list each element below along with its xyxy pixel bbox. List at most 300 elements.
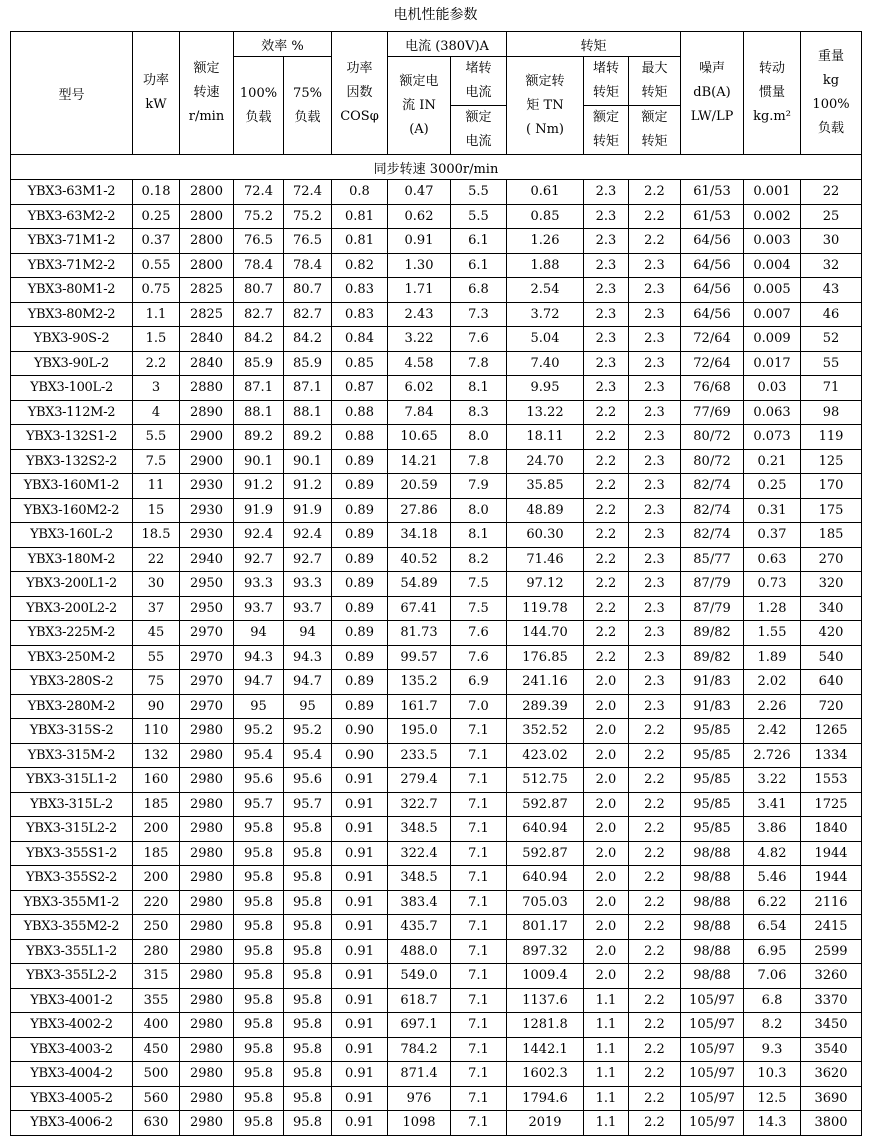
cell-rated-torque: 144.70 bbox=[507, 621, 584, 646]
table-row bbox=[11, 596, 862, 621]
cell-power-factor: 0.83 bbox=[332, 278, 388, 303]
cell-eff75: 95.8 bbox=[284, 964, 332, 989]
cell-noise: 95/85 bbox=[681, 817, 744, 842]
cell-rated-torque: 71.46 bbox=[507, 547, 584, 572]
cell-power: 560 bbox=[133, 1086, 180, 1111]
cell-noise: 64/56 bbox=[681, 278, 744, 303]
cell-locked-torque-ratio: 2.0 bbox=[584, 841, 629, 866]
cell-power-factor: 0.89 bbox=[332, 498, 388, 523]
header-max-torque-top: 最大 转矩 bbox=[629, 57, 681, 106]
cell-model: YBX3-355S1-2 bbox=[11, 841, 133, 866]
cell-locked-current-ratio: 7.5 bbox=[451, 572, 507, 597]
cell-power: 132 bbox=[133, 743, 180, 768]
cell-rated-torque: 2019 bbox=[507, 1111, 584, 1136]
cell-eff75: 87.1 bbox=[284, 376, 332, 401]
cell-locked-current-ratio: 7.1 bbox=[451, 841, 507, 866]
cell-locked-torque-ratio: 2.2 bbox=[584, 645, 629, 670]
cell-inertia: 0.073 bbox=[744, 425, 801, 450]
cell-eff100: 75.2 bbox=[234, 204, 284, 229]
cell-locked-torque-ratio: 2.0 bbox=[584, 743, 629, 768]
cell-rated-speed: 2980 bbox=[180, 841, 234, 866]
cell-rated-current: 99.57 bbox=[388, 645, 451, 670]
cell-noise: 105/97 bbox=[681, 1037, 744, 1062]
cell-weight: 420 bbox=[801, 621, 862, 646]
table-row bbox=[11, 400, 862, 425]
cell-noise: 72/64 bbox=[681, 327, 744, 352]
cell-eff100: 95.4 bbox=[234, 743, 284, 768]
table-row bbox=[11, 768, 862, 793]
cell-eff75: 75.2 bbox=[284, 204, 332, 229]
cell-model: YBX3-315L2-2 bbox=[11, 817, 133, 842]
cell-weight: 2116 bbox=[801, 890, 862, 915]
cell-rated-current: 322.4 bbox=[388, 841, 451, 866]
cell-model: YBX3-4002-2 bbox=[11, 1013, 133, 1038]
cell-locked-current-ratio: 5.5 bbox=[451, 180, 507, 205]
cell-rated-torque: 24.70 bbox=[507, 449, 584, 474]
cell-eff100: 93.3 bbox=[234, 572, 284, 597]
cell-max-torque-ratio: 2.3 bbox=[629, 253, 681, 278]
cell-eff100: 78.4 bbox=[234, 253, 284, 278]
cell-power: 630 bbox=[133, 1111, 180, 1136]
cell-rated-speed: 2900 bbox=[180, 449, 234, 474]
cell-max-torque-ratio: 2.2 bbox=[629, 915, 681, 940]
cell-noise: 87/79 bbox=[681, 572, 744, 597]
cell-model: YBX3-200L2-2 bbox=[11, 596, 133, 621]
cell-rated-current: 34.18 bbox=[388, 523, 451, 548]
cell-locked-torque-ratio: 2.3 bbox=[584, 180, 629, 205]
cell-eff100: 95.8 bbox=[234, 1111, 284, 1136]
cell-power: 45 bbox=[133, 621, 180, 646]
cell-inertia: 0.005 bbox=[744, 278, 801, 303]
cell-locked-current-ratio: 8.2 bbox=[451, 547, 507, 572]
cell-eff100: 91.9 bbox=[234, 498, 284, 523]
cell-locked-current-ratio: 7.1 bbox=[451, 792, 507, 817]
cell-eff75: 94 bbox=[284, 621, 332, 646]
cell-rated-current: 0.47 bbox=[388, 180, 451, 205]
cell-max-torque-ratio: 2.2 bbox=[629, 988, 681, 1013]
cell-inertia: 2.26 bbox=[744, 694, 801, 719]
cell-rated-torque: 13.22 bbox=[507, 400, 584, 425]
cell-inertia: 0.25 bbox=[744, 474, 801, 499]
cell-power-factor: 0.91 bbox=[332, 1086, 388, 1111]
cell-rated-torque: 176.85 bbox=[507, 645, 584, 670]
cell-max-torque-ratio: 2.3 bbox=[629, 621, 681, 646]
cell-locked-current-ratio: 7.1 bbox=[451, 1062, 507, 1087]
cell-eff100: 76.5 bbox=[234, 229, 284, 254]
cell-locked-torque-ratio: 2.0 bbox=[584, 915, 629, 940]
cell-power-factor: 0.89 bbox=[332, 474, 388, 499]
cell-noise: 82/74 bbox=[681, 523, 744, 548]
cell-weight: 30 bbox=[801, 229, 862, 254]
cell-noise: 95/85 bbox=[681, 743, 744, 768]
cell-model: YBX3-112M-2 bbox=[11, 400, 133, 425]
table-row bbox=[11, 498, 862, 523]
cell-eff75: 76.5 bbox=[284, 229, 332, 254]
cell-eff100: 95.8 bbox=[234, 1013, 284, 1038]
cell-locked-current-ratio: 7.0 bbox=[451, 694, 507, 719]
cell-rated-current: 195.0 bbox=[388, 719, 451, 744]
cell-locked-torque-ratio: 1.1 bbox=[584, 1111, 629, 1136]
cell-power: 0.25 bbox=[133, 204, 180, 229]
cell-noise: 89/82 bbox=[681, 645, 744, 670]
cell-model: YBX3-250M-2 bbox=[11, 645, 133, 670]
cell-noise: 87/79 bbox=[681, 596, 744, 621]
cell-rated-current: 67.41 bbox=[388, 596, 451, 621]
cell-locked-torque-ratio: 2.0 bbox=[584, 670, 629, 695]
cell-eff75: 95.4 bbox=[284, 743, 332, 768]
cell-max-torque-ratio: 2.2 bbox=[629, 841, 681, 866]
cell-eff75: 93.3 bbox=[284, 572, 332, 597]
cell-noise: 80/72 bbox=[681, 425, 744, 450]
cell-power: 250 bbox=[133, 915, 180, 940]
cell-weight: 125 bbox=[801, 449, 862, 474]
cell-weight: 46 bbox=[801, 302, 862, 327]
cell-eff100: 72.4 bbox=[234, 180, 284, 205]
cell-rated-current: 348.5 bbox=[388, 866, 451, 891]
cell-noise: 77/69 bbox=[681, 400, 744, 425]
cell-model: YBX3-315S-2 bbox=[11, 719, 133, 744]
cell-power: 110 bbox=[133, 719, 180, 744]
cell-power-factor: 0.8 bbox=[332, 180, 388, 205]
cell-noise: 105/97 bbox=[681, 988, 744, 1013]
cell-power: 5.5 bbox=[133, 425, 180, 450]
table-row bbox=[11, 817, 862, 842]
header-current: 电流 (380V)A bbox=[388, 32, 507, 57]
cell-rated-torque: 640.94 bbox=[507, 817, 584, 842]
cell-noise: 61/53 bbox=[681, 204, 744, 229]
cell-noise: 98/88 bbox=[681, 915, 744, 940]
cell-noise: 82/74 bbox=[681, 498, 744, 523]
cell-model: YBX3-132S2-2 bbox=[11, 449, 133, 474]
cell-eff75: 95.6 bbox=[284, 768, 332, 793]
cell-weight: 3800 bbox=[801, 1111, 862, 1136]
cell-locked-torque-ratio: 2.3 bbox=[584, 327, 629, 352]
cell-rated-torque: 705.03 bbox=[507, 890, 584, 915]
cell-max-torque-ratio: 2.3 bbox=[629, 302, 681, 327]
cell-rated-current: 488.0 bbox=[388, 939, 451, 964]
cell-eff75: 72.4 bbox=[284, 180, 332, 205]
cell-noise: 64/56 bbox=[681, 229, 744, 254]
cell-max-torque-ratio: 2.2 bbox=[629, 229, 681, 254]
cell-eff75: 90.1 bbox=[284, 449, 332, 474]
cell-max-torque-ratio: 2.3 bbox=[629, 351, 681, 376]
cell-weight: 270 bbox=[801, 547, 862, 572]
cell-inertia: 0.31 bbox=[744, 498, 801, 523]
cell-eff100: 95.8 bbox=[234, 1062, 284, 1087]
cell-noise: 82/74 bbox=[681, 474, 744, 499]
table-row bbox=[11, 523, 862, 548]
cell-rated-torque: 1.88 bbox=[507, 253, 584, 278]
table-row bbox=[11, 743, 862, 768]
cell-eff75: 95.8 bbox=[284, 1037, 332, 1062]
cell-locked-current-ratio: 7.1 bbox=[451, 964, 507, 989]
cell-rated-current: 618.7 bbox=[388, 988, 451, 1013]
cell-rated-speed: 2980 bbox=[180, 866, 234, 891]
document-title: 电机性能参数 bbox=[393, 7, 478, 23]
cell-model: YBX3-355L1-2 bbox=[11, 939, 133, 964]
cell-inertia: 6.8 bbox=[744, 988, 801, 1013]
table-row bbox=[11, 1037, 862, 1062]
cell-locked-current-ratio: 7.3 bbox=[451, 302, 507, 327]
cell-inertia: 6.22 bbox=[744, 890, 801, 915]
cell-rated-current: 6.02 bbox=[388, 376, 451, 401]
cell-model: YBX3-160M1-2 bbox=[11, 474, 133, 499]
cell-eff100: 93.7 bbox=[234, 596, 284, 621]
header-torque: 转矩 bbox=[507, 32, 681, 57]
cell-locked-torque-ratio: 2.0 bbox=[584, 939, 629, 964]
cell-power-factor: 0.84 bbox=[332, 327, 388, 352]
cell-rated-current: 348.5 bbox=[388, 817, 451, 842]
cell-max-torque-ratio: 2.3 bbox=[629, 449, 681, 474]
cell-rated-current: 0.91 bbox=[388, 229, 451, 254]
cell-rated-speed: 2980 bbox=[180, 1037, 234, 1062]
cell-eff100: 87.1 bbox=[234, 376, 284, 401]
cell-rated-current: 697.1 bbox=[388, 1013, 451, 1038]
motor-performance-table bbox=[10, 31, 862, 1136]
cell-locked-torque-ratio: 2.3 bbox=[584, 278, 629, 303]
cell-locked-current-ratio: 7.5 bbox=[451, 596, 507, 621]
cell-inertia: 2.02 bbox=[744, 670, 801, 695]
cell-locked-current-ratio: 8.0 bbox=[451, 425, 507, 450]
cell-eff100: 88.1 bbox=[234, 400, 284, 425]
cell-locked-torque-ratio: 2.3 bbox=[584, 229, 629, 254]
cell-power-factor: 0.89 bbox=[332, 449, 388, 474]
cell-weight: 185 bbox=[801, 523, 862, 548]
cell-power: 7.5 bbox=[133, 449, 180, 474]
table-row bbox=[11, 621, 862, 646]
cell-power: 200 bbox=[133, 866, 180, 891]
cell-max-torque-ratio: 2.3 bbox=[629, 645, 681, 670]
cell-power-factor: 0.91 bbox=[332, 939, 388, 964]
table-row bbox=[11, 1111, 862, 1136]
table-row bbox=[11, 302, 862, 327]
cell-rated-speed: 2980 bbox=[180, 817, 234, 842]
cell-model: YBX3-90S-2 bbox=[11, 327, 133, 352]
cell-inertia: 6.95 bbox=[744, 939, 801, 964]
cell-inertia: 0.21 bbox=[744, 449, 801, 474]
cell-inertia: 3.86 bbox=[744, 817, 801, 842]
cell-locked-torque-ratio: 2.2 bbox=[584, 400, 629, 425]
cell-eff75: 82.7 bbox=[284, 302, 332, 327]
cell-power-factor: 0.87 bbox=[332, 376, 388, 401]
cell-rated-torque: 592.87 bbox=[507, 792, 584, 817]
cell-power: 185 bbox=[133, 792, 180, 817]
cell-locked-torque-ratio: 2.0 bbox=[584, 890, 629, 915]
cell-max-torque-ratio: 2.3 bbox=[629, 523, 681, 548]
cell-max-torque-ratio: 2.2 bbox=[629, 890, 681, 915]
cell-inertia: 0.007 bbox=[744, 302, 801, 327]
cell-locked-torque-ratio: 2.3 bbox=[584, 376, 629, 401]
header-max-torque-bottom: 额定 转矩 bbox=[629, 106, 681, 155]
cell-eff75: 95.8 bbox=[284, 890, 332, 915]
cell-noise: 80/72 bbox=[681, 449, 744, 474]
table-row bbox=[11, 719, 862, 744]
cell-inertia: 1.55 bbox=[744, 621, 801, 646]
cell-locked-current-ratio: 6.1 bbox=[451, 253, 507, 278]
cell-locked-torque-ratio: 2.3 bbox=[584, 204, 629, 229]
cell-eff100: 92.4 bbox=[234, 523, 284, 548]
cell-rated-speed: 2950 bbox=[180, 572, 234, 597]
cell-noise: 105/97 bbox=[681, 1013, 744, 1038]
cell-noise: 64/56 bbox=[681, 253, 744, 278]
cell-power: 75 bbox=[133, 670, 180, 695]
cell-rated-torque: 2.54 bbox=[507, 278, 584, 303]
cell-rated-torque: 801.17 bbox=[507, 915, 584, 940]
cell-inertia: 0.003 bbox=[744, 229, 801, 254]
cell-max-torque-ratio: 2.2 bbox=[629, 792, 681, 817]
cell-power-factor: 0.81 bbox=[332, 229, 388, 254]
cell-max-torque-ratio: 2.2 bbox=[629, 1062, 681, 1087]
table-row bbox=[11, 866, 862, 891]
cell-power-factor: 0.81 bbox=[332, 204, 388, 229]
table-row bbox=[11, 915, 862, 940]
header-eff100: 100% 负载 bbox=[234, 57, 284, 155]
cell-inertia: 0.063 bbox=[744, 400, 801, 425]
cell-power: 160 bbox=[133, 768, 180, 793]
cell-locked-torque-ratio: 1.1 bbox=[584, 1062, 629, 1087]
cell-power-factor: 0.91 bbox=[332, 1062, 388, 1087]
cell-power: 3 bbox=[133, 376, 180, 401]
cell-power-factor: 0.82 bbox=[332, 253, 388, 278]
cell-noise: 72/64 bbox=[681, 351, 744, 376]
header-locked-current-bottom: 额定 电流 bbox=[451, 106, 507, 155]
cell-locked-current-ratio: 7.1 bbox=[451, 1013, 507, 1038]
cell-rated-torque: 0.61 bbox=[507, 180, 584, 205]
table-row bbox=[11, 327, 862, 352]
table-row bbox=[11, 449, 862, 474]
header-locked-current-top: 堵转 电流 bbox=[451, 57, 507, 106]
cell-weight: 2599 bbox=[801, 939, 862, 964]
cell-power: 0.55 bbox=[133, 253, 180, 278]
cell-noise: 105/97 bbox=[681, 1086, 744, 1111]
cell-power-factor: 0.88 bbox=[332, 425, 388, 450]
cell-locked-current-ratio: 7.9 bbox=[451, 474, 507, 499]
cell-rated-speed: 2825 bbox=[180, 278, 234, 303]
cell-eff75: 95.7 bbox=[284, 792, 332, 817]
cell-eff100: 95.2 bbox=[234, 719, 284, 744]
cell-power-factor: 0.91 bbox=[332, 841, 388, 866]
cell-model: YBX3-180M-2 bbox=[11, 547, 133, 572]
cell-max-torque-ratio: 2.3 bbox=[629, 670, 681, 695]
cell-model: YBX3-160L-2 bbox=[11, 523, 133, 548]
header-model: 型号 bbox=[11, 32, 133, 155]
cell-inertia: 0.002 bbox=[744, 204, 801, 229]
cell-model: YBX3-132S1-2 bbox=[11, 425, 133, 450]
cell-max-torque-ratio: 2.2 bbox=[629, 1013, 681, 1038]
cell-rated-current: 2.43 bbox=[388, 302, 451, 327]
cell-rated-torque: 0.85 bbox=[507, 204, 584, 229]
cell-rated-speed: 2840 bbox=[180, 327, 234, 352]
cell-locked-current-ratio: 7.1 bbox=[451, 719, 507, 744]
cell-rated-current: 0.62 bbox=[388, 204, 451, 229]
cell-power: 18.5 bbox=[133, 523, 180, 548]
cell-power: 37 bbox=[133, 596, 180, 621]
table-row bbox=[11, 572, 862, 597]
cell-power-factor: 0.91 bbox=[332, 866, 388, 891]
cell-rated-speed: 2900 bbox=[180, 425, 234, 450]
cell-max-torque-ratio: 2.2 bbox=[629, 817, 681, 842]
header-noise: 噪声 dB(A) LW/LP bbox=[681, 32, 744, 155]
cell-power: 90 bbox=[133, 694, 180, 719]
cell-power-factor: 0.89 bbox=[332, 572, 388, 597]
cell-inertia: 4.82 bbox=[744, 841, 801, 866]
cell-inertia: 0.017 bbox=[744, 351, 801, 376]
cell-model: YBX3-355S2-2 bbox=[11, 866, 133, 891]
cell-rated-current: 1.30 bbox=[388, 253, 451, 278]
cell-model: YBX3-80M1-2 bbox=[11, 278, 133, 303]
cell-rated-speed: 2970 bbox=[180, 645, 234, 670]
cell-power: 400 bbox=[133, 1013, 180, 1038]
cell-weight: 119 bbox=[801, 425, 862, 450]
cell-locked-current-ratio: 7.1 bbox=[451, 1111, 507, 1136]
cell-rated-torque: 1602.3 bbox=[507, 1062, 584, 1087]
cell-power-factor: 0.91 bbox=[332, 890, 388, 915]
cell-eff75: 85.9 bbox=[284, 351, 332, 376]
cell-locked-current-ratio: 5.5 bbox=[451, 204, 507, 229]
cell-locked-current-ratio: 6.9 bbox=[451, 670, 507, 695]
cell-locked-torque-ratio: 2.0 bbox=[584, 719, 629, 744]
cell-weight: 3690 bbox=[801, 1086, 862, 1111]
cell-locked-torque-ratio: 2.0 bbox=[584, 964, 629, 989]
header-power: 功率 kW bbox=[133, 32, 180, 155]
cell-locked-torque-ratio: 1.1 bbox=[584, 988, 629, 1013]
table-row bbox=[11, 180, 862, 205]
cell-weight: 170 bbox=[801, 474, 862, 499]
cell-model: YBX3-200L1-2 bbox=[11, 572, 133, 597]
header-rated-torque: 额定转 矩 TN ( Nm) bbox=[507, 57, 584, 155]
cell-locked-current-ratio: 7.6 bbox=[451, 645, 507, 670]
cell-weight: 1334 bbox=[801, 743, 862, 768]
cell-rated-torque: 241.16 bbox=[507, 670, 584, 695]
cell-noise: 98/88 bbox=[681, 939, 744, 964]
cell-rated-speed: 2825 bbox=[180, 302, 234, 327]
cell-power-factor: 0.89 bbox=[332, 596, 388, 621]
cell-inertia: 0.009 bbox=[744, 327, 801, 352]
cell-eff100: 80.7 bbox=[234, 278, 284, 303]
cell-weight: 175 bbox=[801, 498, 862, 523]
cell-rated-current: 549.0 bbox=[388, 964, 451, 989]
cell-locked-current-ratio: 7.6 bbox=[451, 327, 507, 352]
cell-locked-current-ratio: 7.1 bbox=[451, 743, 507, 768]
cell-weight: 3260 bbox=[801, 964, 862, 989]
cell-eff100: 95.7 bbox=[234, 792, 284, 817]
cell-noise: 91/83 bbox=[681, 694, 744, 719]
cell-power-factor: 0.90 bbox=[332, 743, 388, 768]
cell-eff75: 95.8 bbox=[284, 866, 332, 891]
cell-power-factor: 0.91 bbox=[332, 1037, 388, 1062]
cell-rated-speed: 2980 bbox=[180, 743, 234, 768]
cell-eff100: 95.8 bbox=[234, 841, 284, 866]
cell-rated-speed: 2880 bbox=[180, 376, 234, 401]
cell-locked-current-ratio: 7.1 bbox=[451, 768, 507, 793]
cell-rated-torque: 289.39 bbox=[507, 694, 584, 719]
cell-inertia: 0.63 bbox=[744, 547, 801, 572]
table-row bbox=[11, 890, 862, 915]
cell-eff100: 89.2 bbox=[234, 425, 284, 450]
cell-eff75: 95.8 bbox=[284, 1111, 332, 1136]
cell-rated-current: 233.5 bbox=[388, 743, 451, 768]
cell-power-factor: 0.89 bbox=[332, 547, 388, 572]
cell-rated-current: 81.73 bbox=[388, 621, 451, 646]
cell-eff75: 84.2 bbox=[284, 327, 332, 352]
table-row bbox=[11, 204, 862, 229]
cell-noise: 76/68 bbox=[681, 376, 744, 401]
cell-eff75: 95.8 bbox=[284, 841, 332, 866]
cell-power: 15 bbox=[133, 498, 180, 523]
cell-weight: 1725 bbox=[801, 792, 862, 817]
cell-power: 0.75 bbox=[133, 278, 180, 303]
cell-eff75: 94.3 bbox=[284, 645, 332, 670]
